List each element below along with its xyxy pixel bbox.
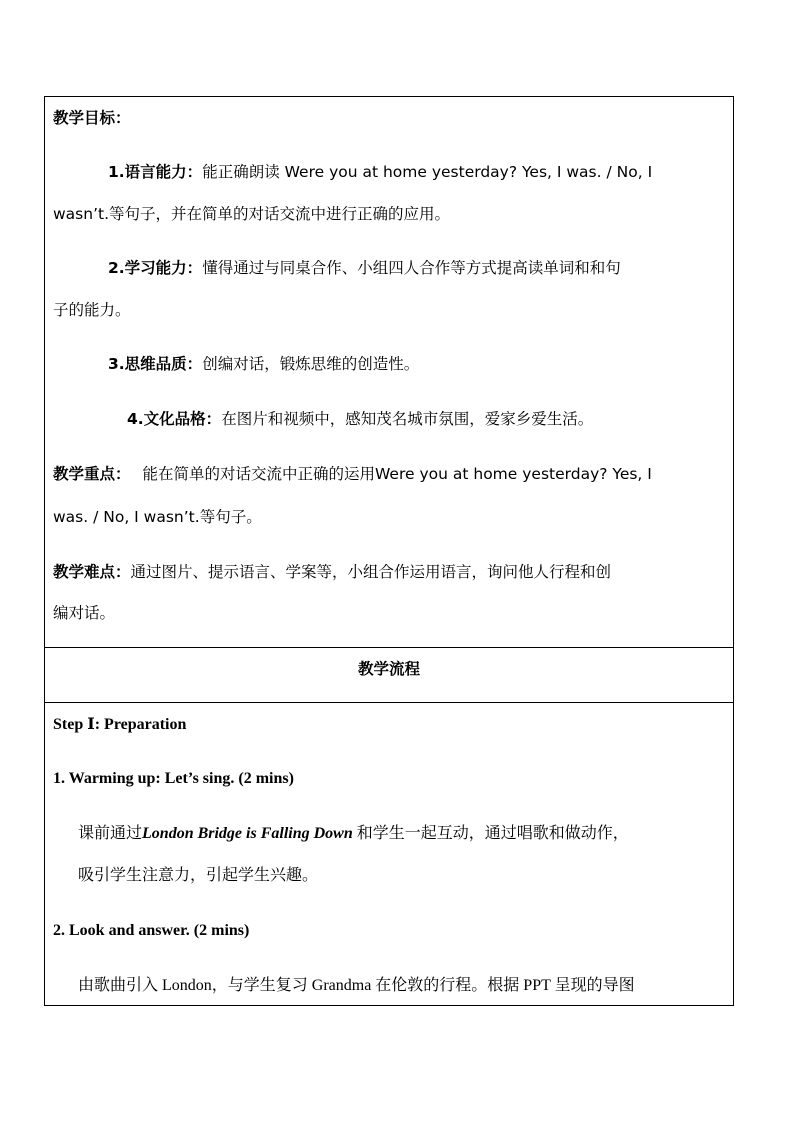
objective-4-text: 在图片和视频中，感知茂名城市氛围，爱家乡爱生活。 <box>221 410 594 428</box>
objective-3-label: 3.思维品质： <box>108 355 203 373</box>
section-1-text-pre: 课前通过 <box>78 825 143 842</box>
objectives-heading: 教学目标： <box>53 109 131 127</box>
objective-2-label: 2.学习能力： <box>108 259 203 277</box>
key-points-continued: was. / No, I wasn’t.等句子。 <box>53 508 262 526</box>
objective-2 <box>108 258 621 278</box>
song-title: London Bridge is Falling Down <box>142 825 353 842</box>
objective-1-text: 能正确朗读 Were you at home yesterday? Yes, I was. / No, I <box>202 163 653 181</box>
objective-3-text: 创编对话，锻炼思维的创造性。 <box>202 355 420 373</box>
section-1-line-1 <box>78 824 629 844</box>
objective-1 <box>108 162 652 182</box>
objective-4-label: 4.文化品格： <box>127 410 222 428</box>
row-divider-1 <box>44 647 734 648</box>
section-2-line-1: 由歌曲引入 London，与学生复习 Grandma 在伦敦的行程。根据 PPT 呈现的导图 <box>78 977 635 994</box>
objective-3 <box>108 354 419 374</box>
section-1-heading: 1. Warming up: Let’s sing. (2 mins) <box>53 770 294 787</box>
objective-2-text: 懂得通过与同桌合作、小组四人合作等方式提高读单词和和句 <box>202 259 621 277</box>
objective-1-continued: wasn’t.等句子，并在简单的对话交流中进行正确的应用。 <box>53 205 451 223</box>
row-divider-2 <box>44 702 734 703</box>
section-2-heading: 2. Look and answer. (2 mins) <box>53 922 250 939</box>
difficulties-continued: 编对话。 <box>53 604 116 622</box>
difficulties-text: 通过图片、提示语言、学案等，小组合作运用语言，询问他人行程和创 <box>130 563 612 581</box>
key-points <box>53 464 652 484</box>
difficulties-label: 教学难点： <box>53 563 131 581</box>
key-points-label: 教学重点： <box>53 465 131 483</box>
step-heading: Step Ⅰ: Preparation <box>53 716 187 733</box>
section-1-text-post: 和学生一起互动，通过唱歌和做动作， <box>352 825 629 842</box>
objective-1-label: 1.语言能力： <box>108 163 203 181</box>
objective-2-continued: 子的能力。 <box>53 301 131 319</box>
process-title: 教学流程 <box>357 660 420 678</box>
difficulties <box>53 562 611 582</box>
section-1-line-2: 吸引学生注意力，引起学生兴趣。 <box>78 867 319 884</box>
key-points-text: 能在简单的对话交流中正确的运用Were you at home yesterday? Yes, I <box>142 465 652 483</box>
objective-4 <box>127 409 593 429</box>
